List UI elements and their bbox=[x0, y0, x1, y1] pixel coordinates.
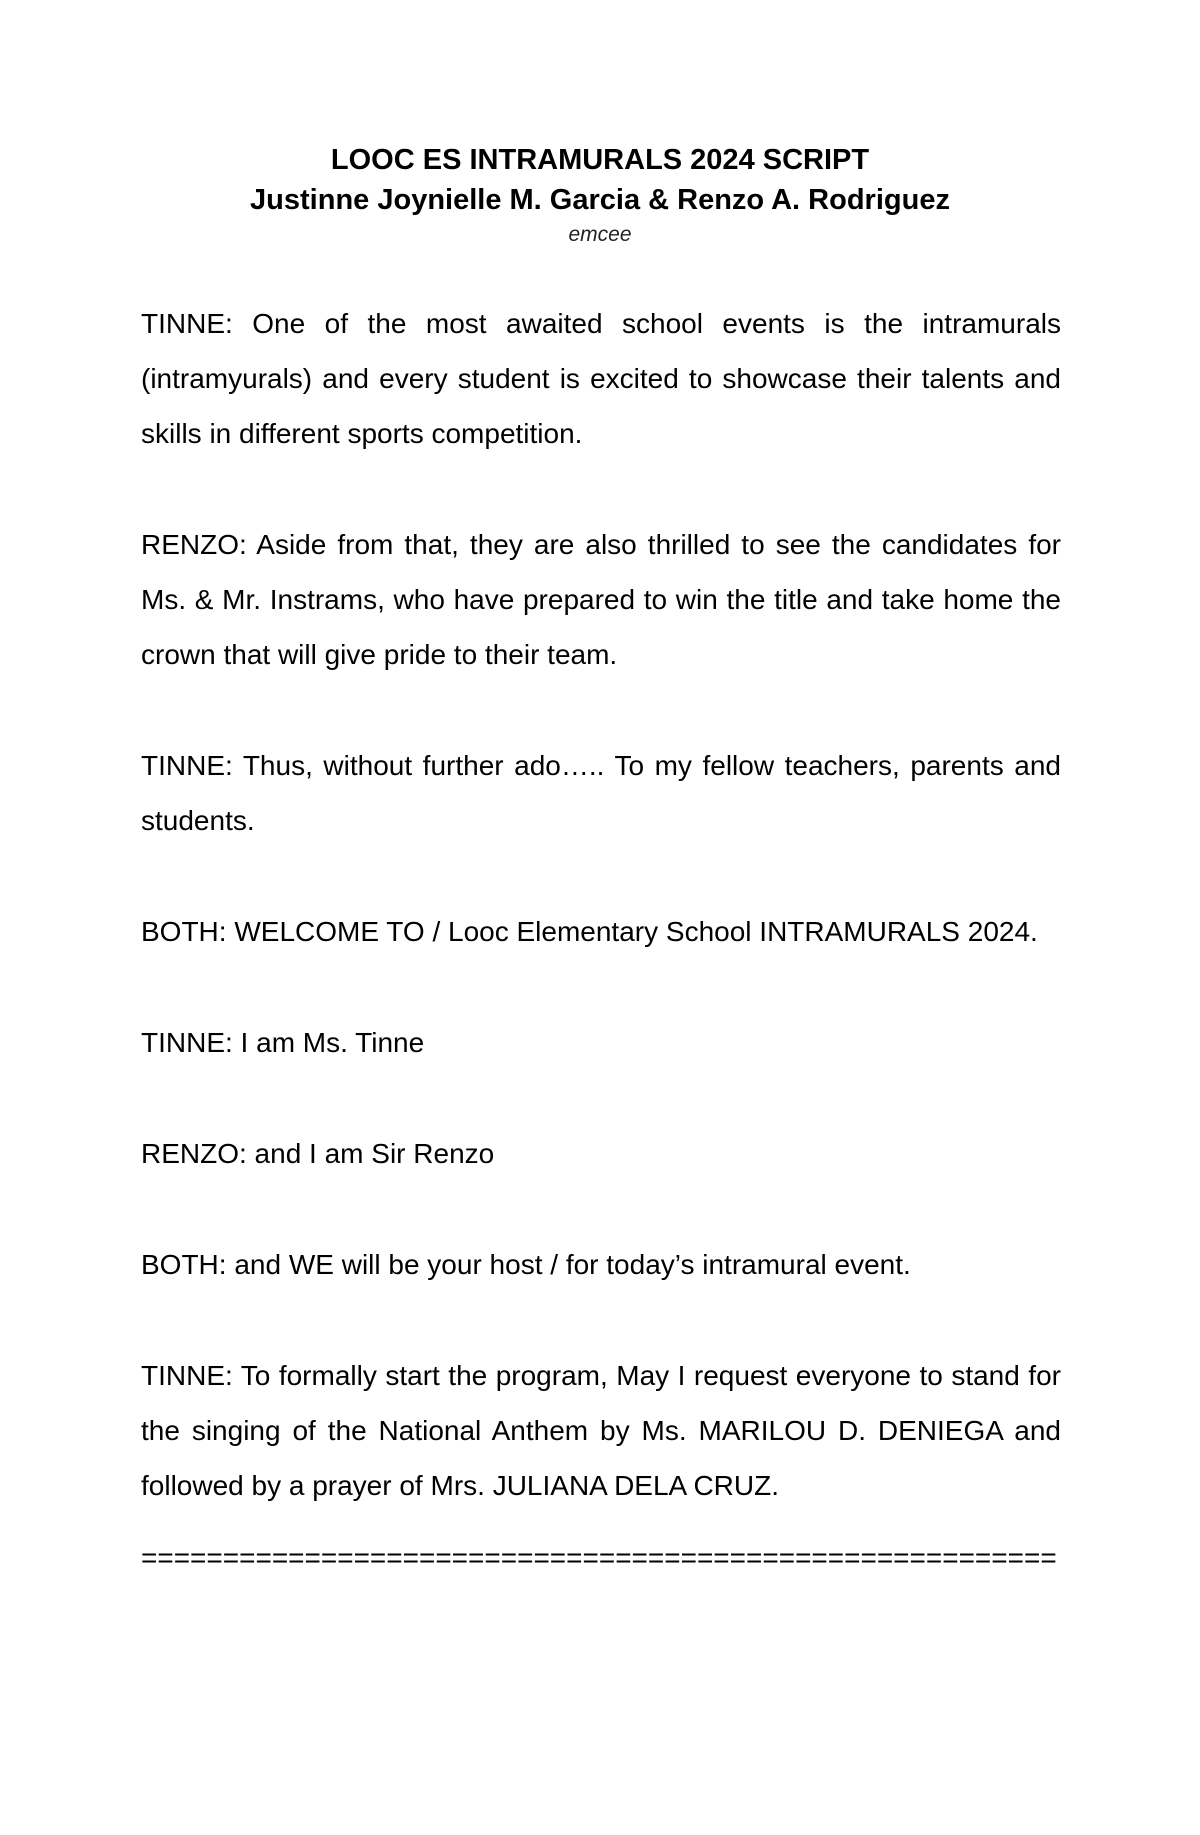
script-body bbox=[141, 296, 1061, 1573]
script-paragraph-2: RENZO: Aside from that, they are also thrilled to see the candidates for Ms. & Mr. Instrams, who have prepared to win the title and take home the crown that will give pride to their team. bbox=[141, 529, 1061, 670]
script-paragraph-7: BOTH: and WE will be your host / for today’s intramural event. bbox=[141, 1249, 911, 1280]
script-paragraph-3: TINNE: Thus, without further ado….. To my fellow teachers, parents and students. bbox=[141, 750, 1061, 836]
script-paragraph-8: TINNE: To formally start the program, May I request everyone to stand for the singing of the National Anthem by Ms. MARILOU D. DENIEGA and followed by a prayer of Mrs. JULIANA DELA CRUZ. bbox=[141, 1360, 1061, 1501]
document-role: emcee bbox=[568, 223, 632, 246]
section-separator: ======================================================== bbox=[141, 1543, 1057, 1573]
script-paragraph-4: BOTH: WELCOME TO / Looc Elementary School INTRAMURALS 2024. bbox=[141, 916, 1038, 947]
document-header bbox=[0, 140, 1200, 250]
script-paragraph-5: TINNE: I am Ms. Tinne bbox=[141, 1027, 425, 1058]
document-authors: Justinne Joynielle M. Garcia & Renzo A. Rodriguez bbox=[250, 184, 950, 216]
script-paragraph-6: RENZO: and I am Sir Renzo bbox=[141, 1138, 495, 1169]
script-paragraph-1: TINNE: One of the most awaited school events is the intramurals (intramyurals) and every student is excited to showcase their talents and skills in different sports competition. bbox=[141, 308, 1061, 449]
document-title: LOOC ES INTRAMURALS 2024 SCRIPT bbox=[330, 144, 870, 176]
